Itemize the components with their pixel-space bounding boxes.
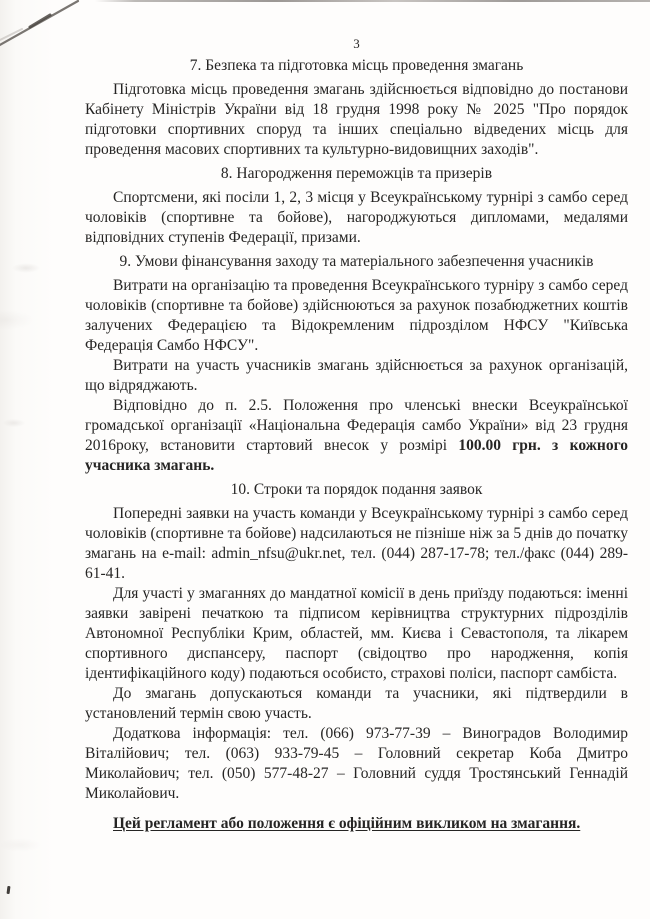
section-8-heading: 8. Нагородження переможців та призерів	[220, 165, 493, 182]
scan-bottom-left-mark	[7, 886, 11, 894]
section-9-paragraph-membership-fee	[85, 396, 628, 476]
section-10-paragraph-contacts: Додаткова інформація: тел. (066) 973-77-39 – Виноградов Володимир Віталійович; тел. (063) 933-79-45 – Головний секретар Коба Дмитро Миколайович; тел. (050) 577-48-27 – Головний суддя Тростянський Геннадій Миколайович.	[85, 725, 628, 802]
section-10-heading: 10. Строки та порядок подання заявок	[230, 481, 483, 498]
membership-fee-amount-bold: 100.00 грн. з кожного учасника змагань.	[85, 437, 629, 474]
page-number: 3	[353, 36, 360, 51]
membership-fee-text: Відповідно до п. 2.5. Положення про членські внески Всеукраїнської громадської організації «Національна Федерація самбо України» від 23 грудня 2016року, встановити стартовий внесок у розмірі	[85, 397, 628, 454]
section-9-paragraph-participation-costs: Витрати на участь учасників змагань здійснюється за рахунок організацій, що відряджають.	[85, 357, 628, 394]
section-10-paragraph-admission: До змагань допускаються команди та учасники, які підтвердили в установлений термін свою участь.	[85, 685, 628, 722]
section-8-paragraph-awards: Спортсмени, які посіли 1, 2, 3 місця у Всеукраїнському турнірі з самбо серед чоловіків (спортивне та бойове), нагороджуються дипломами, медалями відповідних ступенів Федерації, призами.	[85, 189, 628, 246]
section-7-paragraph-preparation: Підготовка місць проведення змагань здійснюється відповідно до постанови Кабінету Міністрів України від 18 грудня 1998 року № 2025 "Про порядок підготовки спортивних споруд та інших спеціально відведених місць для проведення масових спортивних та культурно-видовищних заходів".	[85, 81, 628, 158]
section-7-heading: 7. Безпека та підготовка місць проведення змагань	[189, 57, 524, 74]
official-call-statement	[85, 814, 628, 834]
section-10-paragraph-preliminary-applications: Попередні заявки на участь команди у Всеукраїнському турнірі з самбо серед чоловіків (спортивне та бойове) надсилаються не пізніше ніж за 5 днів до початку змагань на e-mail: admin_nfsu@ukr.net, тел. (044) 287-17-78; тел./факс (044) 289-61-41.	[85, 505, 628, 582]
section-9-heading: 9. Умови фінансування заходу та матеріального забезпечення учасників	[119, 253, 594, 270]
official-call-statement-text: Цей регламент або положення є офіційним викликом на змагання.	[113, 815, 581, 832]
section-10-paragraph-mandate-commission: Для участі у змаганнях до мандатної комісії в день приїзду подаються: іменні заявки завірені печаткою та підписом керівництва структурних підрозділів Автономної Республіки Крим, областей, мм. Києва і Севастополя, та лікарем спортивного диспансеру, паспорт (свідоцтво про народження, копія ідентифікаційного коду) подаються особисто, страхові поліси, паспорт самбіста.	[85, 585, 628, 682]
section-9-paragraph-expenses: Витрати на організацію та проведення Всеукраїнського турніру з самбо серед чоловіків (спортивне та бойове) здійснюються за рахунок позабюджетних коштів залучених Федерацією та Відокремленим підрозділом НФСУ "Київська Федерація Самбо НФСУ".	[85, 277, 628, 354]
